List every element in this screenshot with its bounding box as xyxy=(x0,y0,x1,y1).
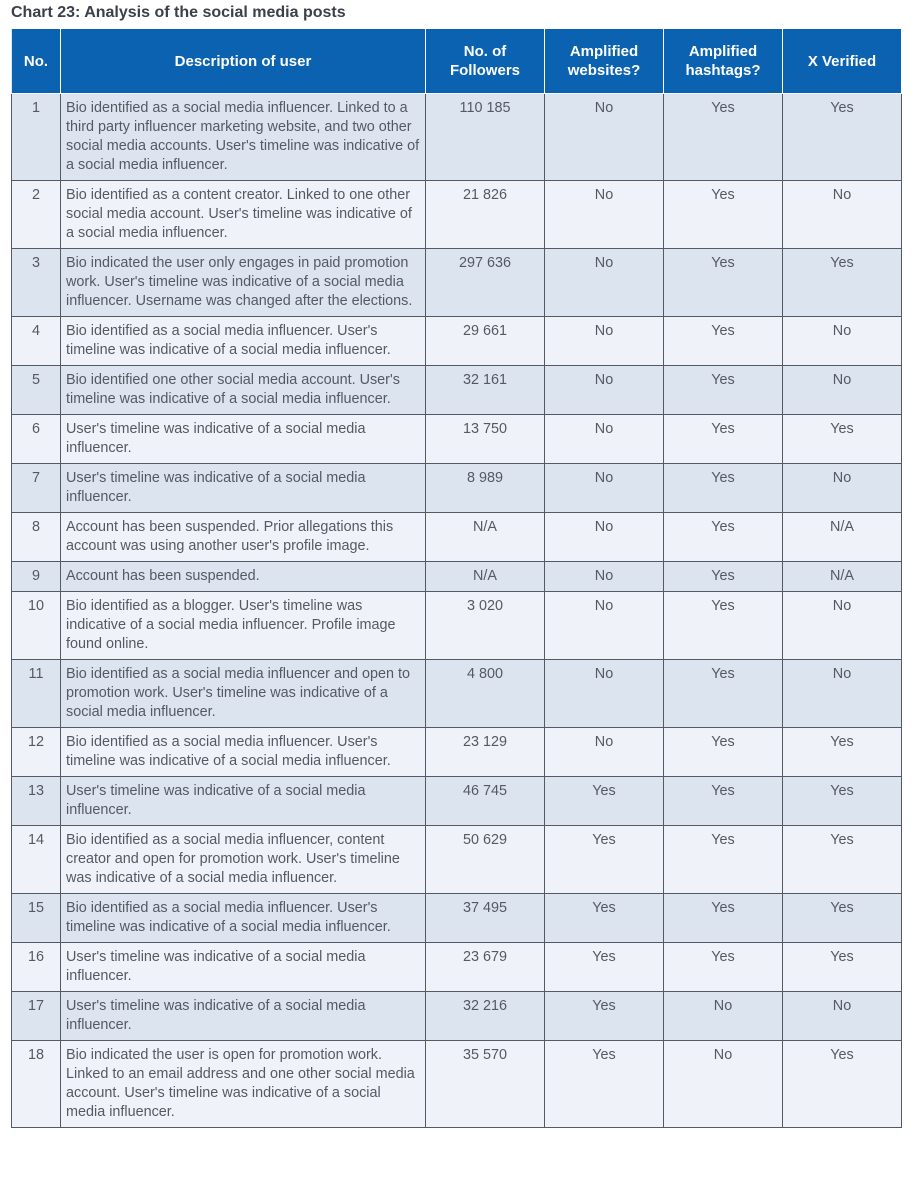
cell-verified: No xyxy=(783,464,902,513)
cell-followers: 21 826 xyxy=(426,181,545,249)
cell-no: 10 xyxy=(12,592,61,660)
cell-no: 12 xyxy=(12,728,61,777)
cell-hashtags: Yes xyxy=(664,592,783,660)
cell-verified: Yes xyxy=(783,943,902,992)
header-hashtags xyxy=(664,29,783,94)
cell-followers: 3 020 xyxy=(426,592,545,660)
cell-hashtags: Yes xyxy=(664,826,783,894)
header-no: No. xyxy=(12,29,61,94)
cell-no: 4 xyxy=(12,317,61,366)
header-followers-line1: No. of xyxy=(463,43,507,60)
cell-followers: 297 636 xyxy=(426,249,545,317)
table-body xyxy=(12,94,902,1128)
cell-no: 13 xyxy=(12,777,61,826)
cell-verified: Yes xyxy=(783,777,902,826)
cell-description: User's timeline was indicative of a social media influencer. xyxy=(61,777,426,826)
cell-websites: No xyxy=(545,181,664,249)
cell-followers: 4 800 xyxy=(426,660,545,728)
header-hashtags-line1: Amplified xyxy=(688,43,758,60)
cell-followers: 32 161 xyxy=(426,366,545,415)
cell-followers: N/A xyxy=(426,513,545,562)
cell-followers: 8 989 xyxy=(426,464,545,513)
cell-verified: N/A xyxy=(783,562,902,592)
table-row xyxy=(12,728,902,777)
cell-hashtags: Yes xyxy=(664,94,783,181)
cell-verified: Yes xyxy=(783,1041,902,1128)
cell-websites: No xyxy=(545,513,664,562)
table-row xyxy=(12,249,902,317)
cell-followers: 13 750 xyxy=(426,415,545,464)
cell-verified: No xyxy=(783,181,902,249)
header-websites-line1: Amplified xyxy=(569,43,639,60)
cell-followers: 29 661 xyxy=(426,317,545,366)
cell-hashtags: Yes xyxy=(664,943,783,992)
cell-description: Bio identified one other social media account. User's timeline was indicative of a social media influencer. xyxy=(61,366,426,415)
cell-verified: No xyxy=(783,317,902,366)
cell-hashtags: Yes xyxy=(664,366,783,415)
table-row xyxy=(12,464,902,513)
cell-description: Bio identified as a social media influencer. User's timeline was indicative of a social media influencer. xyxy=(61,894,426,943)
cell-websites: No xyxy=(545,592,664,660)
cell-description: Bio identified as a content creator. Linked to one other social media account. User's timeline was indicative of a social media influencer. xyxy=(61,181,426,249)
cell-hashtags: No xyxy=(664,1041,783,1128)
header-verified: X Verified xyxy=(783,29,902,94)
cell-description: User's timeline was indicative of a social media influencer. xyxy=(61,943,426,992)
cell-description: User's timeline was indicative of a social media influencer. xyxy=(61,415,426,464)
cell-hashtags: Yes xyxy=(664,181,783,249)
cell-description: Bio identified as a social media influencer, content creator and open for promotion work. User's timeline was indicative of a social media influencer. xyxy=(61,826,426,894)
cell-no: 1 xyxy=(12,94,61,181)
cell-no: 9 xyxy=(12,562,61,592)
cell-websites: Yes xyxy=(545,894,664,943)
cell-websites: No xyxy=(545,464,664,513)
table-row xyxy=(12,992,902,1041)
header-followers-line2: Followers xyxy=(449,62,520,79)
cell-followers: 50 629 xyxy=(426,826,545,894)
cell-no: 6 xyxy=(12,415,61,464)
cell-websites: No xyxy=(545,317,664,366)
cell-description: Bio identified as a social media influencer. User's timeline was indicative of a social media influencer. xyxy=(61,728,426,777)
cell-no: 3 xyxy=(12,249,61,317)
cell-verified: No xyxy=(783,592,902,660)
cell-followers: 35 570 xyxy=(426,1041,545,1128)
cell-verified: No xyxy=(783,366,902,415)
table-row xyxy=(12,826,902,894)
cell-followers: 23 679 xyxy=(426,943,545,992)
cell-description: Bio identified as a social media influencer. Linked to a third party influencer marketing website, and two other social media accounts. User's timeline was indicative of a social media influencer. xyxy=(61,94,426,181)
cell-no: 17 xyxy=(12,992,61,1041)
table-row xyxy=(12,366,902,415)
cell-description: User's timeline was indicative of a social media influencer. xyxy=(61,464,426,513)
cell-websites: Yes xyxy=(545,943,664,992)
cell-followers: 23 129 xyxy=(426,728,545,777)
cell-followers: 32 216 xyxy=(426,992,545,1041)
cell-description: Bio identified as a social media influencer. User's timeline was indicative of a social media influencer. xyxy=(61,317,426,366)
cell-description: Account has been suspended. xyxy=(61,562,426,592)
cell-hashtags: Yes xyxy=(664,777,783,826)
header-followers xyxy=(426,29,545,94)
cell-websites: No xyxy=(545,94,664,181)
table-row xyxy=(12,777,902,826)
cell-no: 14 xyxy=(12,826,61,894)
cell-followers: 110 185 xyxy=(426,94,545,181)
cell-followers: 46 745 xyxy=(426,777,545,826)
cell-no: 7 xyxy=(12,464,61,513)
cell-hashtags: Yes xyxy=(664,660,783,728)
cell-no: 5 xyxy=(12,366,61,415)
header-description: Description of user xyxy=(61,29,426,94)
cell-verified: Yes xyxy=(783,94,902,181)
cell-no: 8 xyxy=(12,513,61,562)
header-row xyxy=(12,29,902,94)
table-row xyxy=(12,592,902,660)
cell-no: 2 xyxy=(12,181,61,249)
cell-followers: 37 495 xyxy=(426,894,545,943)
cell-websites: No xyxy=(545,728,664,777)
table-row xyxy=(12,660,902,728)
cell-no: 15 xyxy=(12,894,61,943)
table-row xyxy=(12,1041,902,1128)
cell-description: Bio indicated the user only engages in paid promotion work. User's timeline was indicative of a social media influencer. Username was changed after the elections. xyxy=(61,249,426,317)
cell-hashtags: Yes xyxy=(664,513,783,562)
cell-hashtags: Yes xyxy=(664,894,783,943)
cell-websites: No xyxy=(545,660,664,728)
cell-websites: Yes xyxy=(545,992,664,1041)
cell-hashtags: Yes xyxy=(664,249,783,317)
cell-hashtags: Yes xyxy=(664,415,783,464)
cell-websites: Yes xyxy=(545,826,664,894)
cell-hashtags: No xyxy=(664,992,783,1041)
header-websites-line2: websites? xyxy=(567,62,641,79)
cell-verified: Yes xyxy=(783,249,902,317)
table-row xyxy=(12,415,902,464)
table-row xyxy=(12,894,902,943)
cell-no: 16 xyxy=(12,943,61,992)
table-row xyxy=(12,943,902,992)
cell-hashtags: Yes xyxy=(664,728,783,777)
header-websites xyxy=(545,29,664,94)
cell-verified: Yes xyxy=(783,728,902,777)
cell-verified: No xyxy=(783,660,902,728)
cell-websites: No xyxy=(545,366,664,415)
analysis-table xyxy=(11,28,902,1128)
header-hashtags-line2: hashtags? xyxy=(685,62,761,79)
cell-websites: No xyxy=(545,415,664,464)
cell-hashtags: Yes xyxy=(664,464,783,513)
cell-websites: Yes xyxy=(545,777,664,826)
cell-hashtags: Yes xyxy=(664,562,783,592)
table-row xyxy=(12,562,902,592)
cell-verified: N/A xyxy=(783,513,902,562)
cell-description: Bio identified as a social media influencer and open to promotion work. User's timeline was indicative of a social media influencer. xyxy=(61,660,426,728)
cell-hashtags: Yes xyxy=(664,317,783,366)
cell-description: User's timeline was indicative of a social media influencer. xyxy=(61,992,426,1041)
table-row xyxy=(12,94,902,181)
table-row xyxy=(12,181,902,249)
cell-no: 18 xyxy=(12,1041,61,1128)
table-row xyxy=(12,513,902,562)
cell-description: Bio identified as a blogger. User's timeline was indicative of a social media influencer. Profile image found online. xyxy=(61,592,426,660)
cell-websites: No xyxy=(545,249,664,317)
cell-verified: No xyxy=(783,992,902,1041)
cell-verified: Yes xyxy=(783,826,902,894)
table-row xyxy=(12,317,902,366)
cell-no: 11 xyxy=(12,660,61,728)
cell-websites: Yes xyxy=(545,1041,664,1128)
cell-websites: No xyxy=(545,562,664,592)
cell-verified: Yes xyxy=(783,894,902,943)
cell-description: Bio indicated the user is open for promotion work. Linked to an email address and one other social media account. User's timeline was indicative of a social media influencer. xyxy=(61,1041,426,1128)
cell-followers: N/A xyxy=(426,562,545,592)
chart-title: Chart 23: Analysis of the social media posts xyxy=(11,4,346,21)
cell-description: Account has been suspended. Prior allegations this account was using another user's profile image. xyxy=(61,513,426,562)
cell-verified: Yes xyxy=(783,415,902,464)
